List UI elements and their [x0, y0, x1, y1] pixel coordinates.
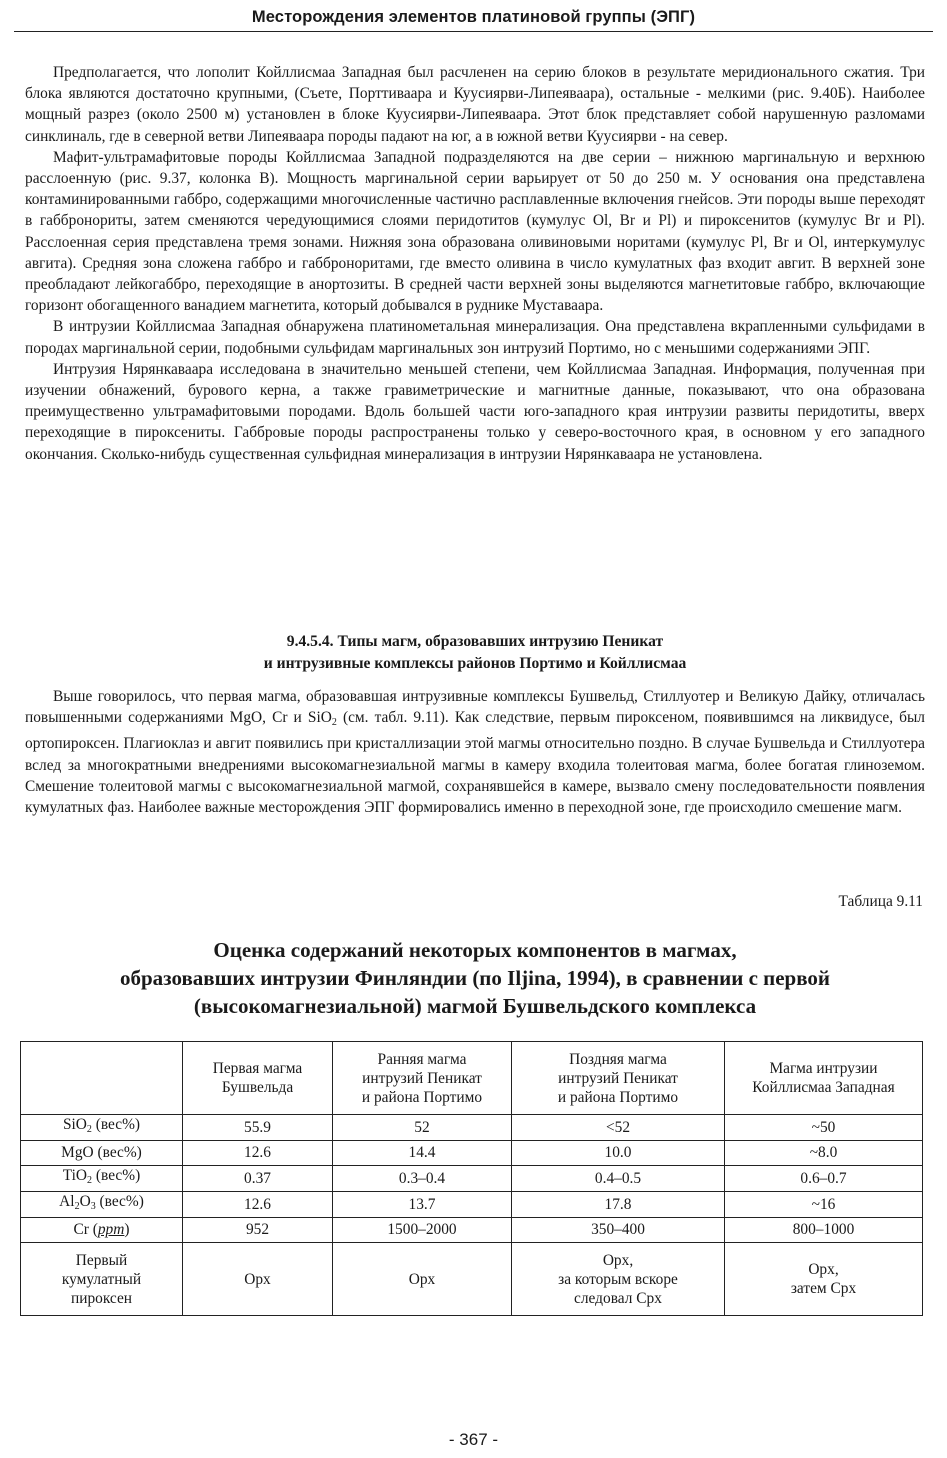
table-row — [21, 1243, 923, 1316]
row-label: Первый кумулатный пироксен — [21, 1243, 183, 1316]
table-title-line: Оценка содержаний некоторых компонентов в магмах, — [213, 938, 737, 962]
data-table — [20, 1041, 923, 1316]
table-cell: 14.4 — [333, 1141, 512, 1166]
table-row — [21, 1141, 923, 1166]
column-header — [21, 1042, 183, 1115]
row-label: SiO$_2$ (вес%) — [21, 1115, 183, 1141]
table-header-row — [21, 1042, 923, 1115]
paragraph: Интрузия Нярянкаваара исследована в значительно меньшей степени, чем Койллисмаа Западная. Информация, полученная при изучении обнажений, бурового керна, а также гравиметрические и магнитные данные, показывают, что она образована преимущественно ультрамафитовыми породами. Вдоль большей части юго-западного края интрузии развиты перидотиты, вверх переходящие в пироксениты. Габбровые породы распространены только у северо-восточного края, в основном у его западного окончания. Сколько-нибудь существенная сульфидная минерализация в интрузии Нярянкаваара не установлена. — [25, 360, 925, 463]
row-label: MgO (вес%) — [21, 1141, 183, 1166]
paragraph: Предполагается, что лополит Койллисмаа Западная был расчленен на серию блоков в результате меридионального сжатия. Три блока являются достаточно крупными, (Съете, Порттиваара и Куусиярви-Липеяваара), остальные - мелкими (рис. 9.40Б). Наиболее мощный разрез (около 2500 м) установлен в блоке Куусиярви-Липеяваара. Этот блок представляет собой нарушенную разломами синклиналь, где в северной ветви Липеяваара породы падают на юг, а в южной ветви Куусиярви - на север. — [25, 64, 925, 145]
table-row — [21, 1218, 923, 1243]
text-run: Выше говорилось, что первая магма, образовавшая интрузивные комплексы Бушвельд, Стиллуотер и Великую Дайку, отличалась повышенными содержаниями MgO, Cr и SiO — [25, 688, 925, 727]
paragraph: В интрузии Койллисмаа Западная обнаружена платинометальная минерализация. Она представлена вкрапленными сульфидами в породах маргинальной серии, подобными сульфидам маргинальных зон интрузий Портимо, но с меньшими содержаниями ЭПГ. — [25, 318, 925, 357]
table-cell: 0.37 — [183, 1166, 333, 1192]
table-cell: 10.0 — [512, 1141, 725, 1166]
table-cell: <52 — [512, 1115, 725, 1141]
table-title-line: (высокомагнезиальной) магмой Бушвельдского комплекса — [193, 994, 757, 1018]
table-cell: 350–400 — [512, 1218, 725, 1243]
table-cell: 52 — [333, 1115, 512, 1141]
column-header: Магма интрузии Койллисмаа Западная — [725, 1042, 923, 1115]
body-text — [25, 62, 925, 465]
row-label: Cr (ppm) — [21, 1218, 183, 1243]
table-title — [25, 936, 925, 1020]
table-cell: Opx, затем Cpx — [725, 1243, 923, 1316]
table-cell: 800–1000 — [725, 1218, 923, 1243]
section-heading-line: 9.4.5.4. Типы магм, образовавших интрузию Пеникат — [286, 633, 664, 650]
column-header: Поздняя магма интрузий Пеникат и района Портимо — [512, 1042, 725, 1115]
paragraph: Мафит-ультрамафитовые породы Койллисмаа Западной подразделяются на две серии – нижнюю маргинальную и верхнюю расслоенную (рис. 9.37, колонка В). Мощность маргинальной серии варьирует от 50 до 250 м. У основания она представлена контаминированными габбро, содержащими многочисленные частично расплавленные включения гнейсов. Эти породы выше переходят в габбронориты, затем сменяются чередующимися слоями перидотитов (кумулус Ol, Br и Pl) и пироксенитов (кумулус Br и Pl). Расслоенная серия представлена тремя зонами. Нижняя зона образована оливиновыми норитами (кумулус Pl, Br и Ol, интеркумулус авгита). Средняя зона сложена габбро и габброноритами, где вместо оливина в число кумулатных фаз входит авгит. В верхней зоне преобладают лейкогаббро, переходящие в анортозиты. В средней части верхней зоны выделяются магнетитовые габбро, включающие горизонт обогащенного ванадием магнетита, который добывался в руднике Муставаара. — [25, 148, 925, 315]
running-head: Месторождения элементов платиновой группы (ЭПГ) — [14, 4, 933, 32]
table-cell: 952 — [183, 1218, 333, 1243]
row-label: TiO$_2$ (вес%) — [21, 1166, 183, 1192]
table-cell: 13.7 — [333, 1192, 512, 1218]
table-label: Таблица 9.11 — [838, 893, 923, 910]
table-row — [21, 1192, 923, 1218]
section-heading — [25, 631, 925, 675]
table-cell: ~8.0 — [725, 1141, 923, 1166]
paragraph — [25, 686, 925, 818]
row-label: $Al_2O_3$ (вес%) — [21, 1192, 183, 1218]
column-header: Ранняя магма интрузий Пеникат и района Портимо — [333, 1042, 512, 1115]
table-cell: 17.8 — [512, 1192, 725, 1218]
table-cell: 0.6–0.7 — [725, 1166, 923, 1192]
table-row — [21, 1115, 923, 1141]
subscript: 2 — [331, 717, 337, 729]
text-run: (см. табл. 9.11). Как следствие, первым пироксеном, появившимся на ликвидусе, был ортопироксен. Плагиоклаз и авгит появились при кристаллизации этой магмы относительно поздно. В случае Бушвельда и Стиллуотера вслед за многократными внедрениями высокомагнезиальной магмы в камеру входила толеитовая магма, более богатая глиноземом. Смешение толеитовой магмы с высокомагнезиальной магмой, сохранявшейся в камере, вызвало смену последовательности появления кумулатных фаз. Наиболее важные месторождения ЭПГ формировались именно в переходной зоне, где происходило смешение магм. — [25, 709, 925, 817]
table-cell: Opx — [183, 1243, 333, 1316]
section-heading-line: и интрузивные комплексы районов Портимо и Койллисмаа — [263, 655, 687, 672]
table-cell: 0.3–0.4 — [333, 1166, 512, 1192]
table-row — [21, 1166, 923, 1192]
table-cell: ~16 — [725, 1192, 923, 1218]
table-cell: 12.6 — [183, 1141, 333, 1166]
section-text — [25, 686, 925, 818]
table-cell: Opx — [333, 1243, 512, 1316]
table-cell: 1500–2000 — [333, 1218, 512, 1243]
table-cell: 0.4–0.5 — [512, 1166, 725, 1192]
column-header: Первая магма Бушвельда — [183, 1042, 333, 1115]
table-cell: 55.9 — [183, 1115, 333, 1141]
table-cell: 12.6 — [183, 1192, 333, 1218]
table-cell: ~50 — [725, 1115, 923, 1141]
page-number: - 367 - — [448, 1430, 499, 1449]
table-title-line: образовавших интрузии Финляндии (по Iljina, 1994), в сравнении с первой — [119, 966, 831, 990]
table-cell: Opx, за которым вскоре следовал Cpx — [512, 1243, 725, 1316]
